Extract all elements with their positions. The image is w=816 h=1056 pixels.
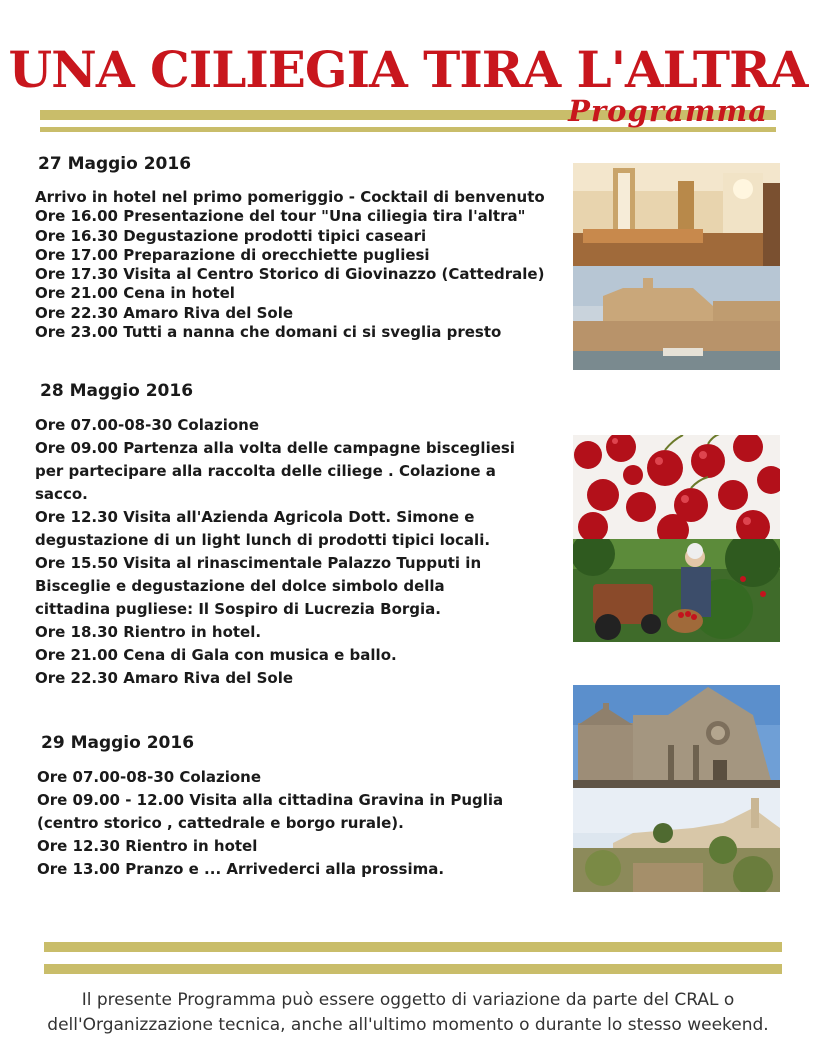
schedule-line: Ore 13.00 Pranzo e ... Arrivederci alla prossima.	[37, 860, 445, 878]
hotel-lobby-photo	[573, 163, 780, 266]
footer-bar-bottom	[44, 964, 782, 974]
schedule-line: Arrivo in hotel nel primo pomeriggio - Cocktail di benvenuto	[35, 188, 545, 206]
footer-note: Il presente Programma può essere oggetto di variazione da parte del CRAL o dell'Organizzazione tecnica, anche all'ultimo momento o durante lo stesso weekend.	[47, 990, 769, 1035]
schedule-line: Ore 07.00-08-30 Colazione	[37, 768, 262, 786]
schedule-line: Ore 21.00 Cena in hotel	[35, 284, 235, 303]
schedule-line: Ore 16.30 Degustazione prodotti tipici caseari	[35, 226, 427, 245]
schedule-line: Ore 12.30 Rientro in hotel	[37, 837, 258, 855]
schedule-line: Ore 07.00-08-30 Colazione	[35, 416, 260, 434]
schedule-line: Ore 17.00 Preparazione di orecchiette pugliesi	[35, 245, 430, 264]
page-title: UNA CILIEGIA TIRA L'ALTRA	[8, 40, 808, 99]
schedule-line: Ore 16.00 Presentazione del tour "Una ciliegia tira l'altra"	[35, 207, 526, 226]
page-subtitle: Programma	[568, 94, 768, 128]
giovinazzo-cathedral-photo	[573, 266, 780, 370]
gravina-town-photo	[573, 788, 780, 892]
day-schedule	[35, 188, 545, 342]
footer-bar-top	[44, 942, 782, 952]
schedule-line: Ore 12.30 Visita all'Azienda Agricola Dott. Simone e degustazione di un light lunch di prodotti tipici locali.	[35, 508, 491, 549]
day-title: 29 Maggio 2016	[41, 733, 195, 753]
schedule-line: Ore 09.00 - 12.00 Visita alla cittadina Gravina in Puglia (centro storico , cattedrale e borgo rurale).	[37, 791, 504, 832]
schedule-line: Ore 22.30 Amaro Riva del Sole	[35, 303, 294, 322]
schedule-line: Ore 15.50 Visita al rinascimentale Palazzo Tupputi in Bisceglie e degustazione del dolce simbolo della cittadina pugliese: Il Sospiro di Lucrezia Borgia.	[35, 554, 482, 618]
schedule-line: Ore 23.00 Tutti a nanna che domani ci si sveglia presto	[35, 323, 502, 342]
schedule-line: Ore 17.30 Visita al Centro Storico di Giovinazzo (Cattedrale)	[35, 265, 545, 284]
schedule-line: Ore 18.30 Rientro in hotel.	[35, 623, 262, 641]
day-schedule	[37, 766, 552, 881]
cherry-picker-photo	[573, 539, 780, 642]
gravina-cathedral-photo	[573, 685, 780, 788]
day-title: 27 Maggio 2016	[38, 154, 192, 174]
cherries-photo	[573, 435, 780, 539]
schedule-line: Ore 09.00 Partenza alla volta delle campagne biscegliesi per partecipare alla raccolta delle ciliege . Colazione a sacco.	[35, 439, 515, 503]
day-schedule	[35, 414, 525, 690]
schedule-line: Ore 22.30 Amaro Riva del Sole	[35, 669, 294, 687]
schedule-line: Ore 21.00 Cena di Gala con musica e ballo.	[35, 646, 397, 664]
day-title: 28 Maggio 2016	[40, 381, 194, 401]
